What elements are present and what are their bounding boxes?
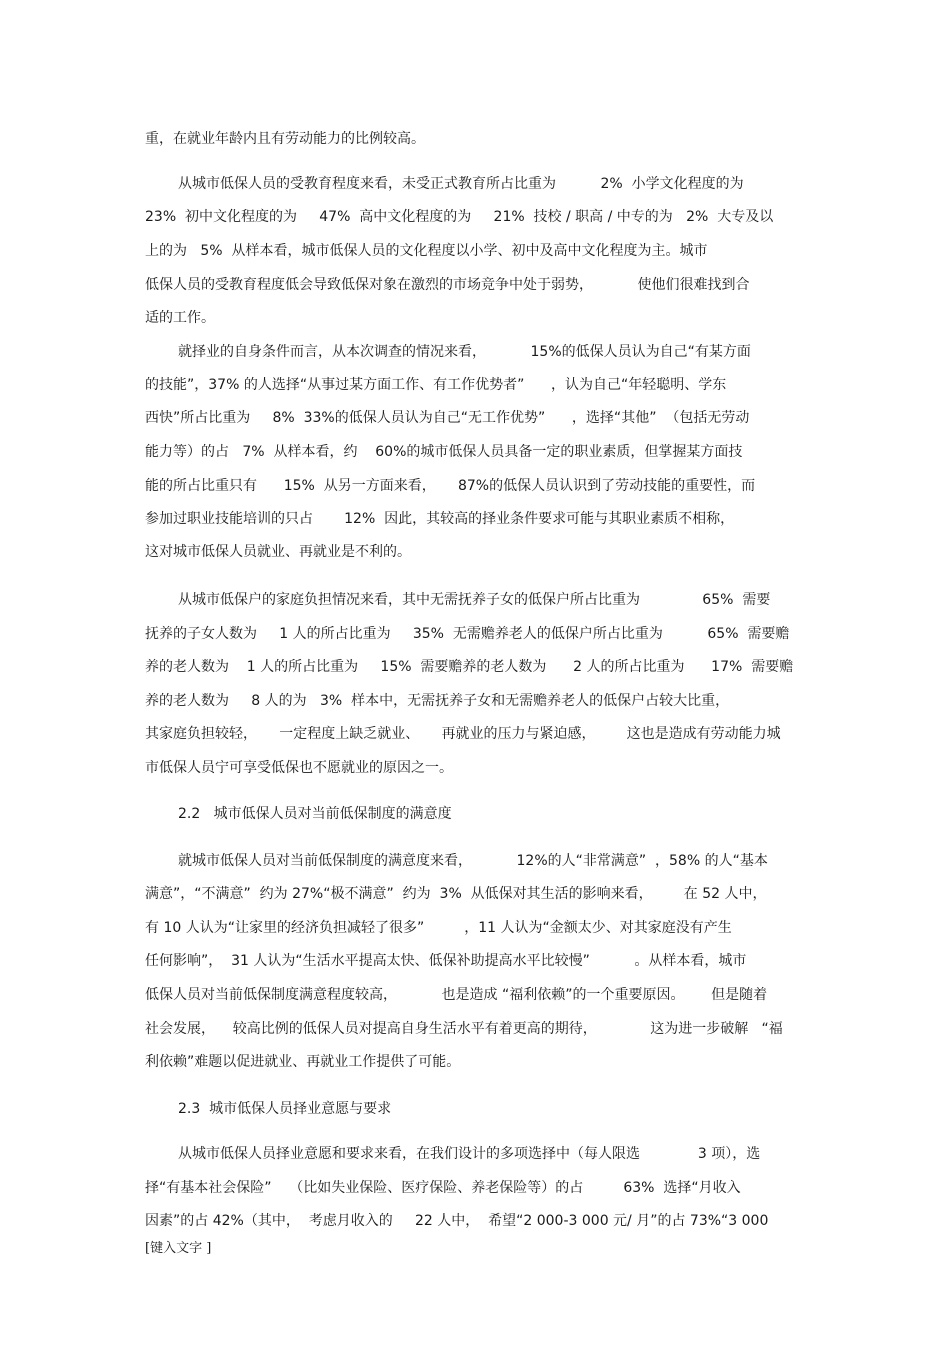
text-line: 从城市低保户的家庭负担情况来看，其中无需抚养子女的低保户所占比重为 65% 需要 [178, 592, 771, 608]
text-line: 其家庭负担较轻， 一定程度上缺乏就业、 再就业的压力与紧迫感， 这也是造成有劳动能力城 [145, 726, 781, 742]
text-line: 任何影响”， 31 人认为“生活水平提高太快、低保补助提高水平比较慢” 。从样本看，城市 [145, 953, 747, 969]
section-heading: 2.2 城市低保人员对当前低保制度的满意度 [178, 806, 452, 822]
text-line: 西快”所占比重为 8% 33%的低保人员认为自己“无工作优势” ，选择“其他” （包括无劳动 [145, 410, 750, 426]
text-line: 能的所占比重只有 15% 从另一方面来看， 87%的低保人员认识到了劳动技能的重要性，而 [145, 478, 756, 494]
text-line: 就城市低保人员对当前低保制度的满意度来看， 12%的人“非常满意” ，58% 的人“基本 [178, 853, 768, 869]
text-line: 从城市低保人员择业意愿和要求来看，在我们设计的多项选择中（每人限选 3 项），选 [178, 1146, 761, 1162]
text-line: 就择业的自身条件而言，从本次调查的情况来看， 15%的低保人员认为自己“有某方面 [178, 344, 751, 360]
text-line: 养的老人数为 1 人的所占比重为 15% 需要赡养的老人数为 2 人的所占比重为 17% 需要赡 [145, 659, 794, 675]
text-line: 社会发展， 较高比例的低保人员对提高自身生活水平有着更高的期待， 这为进一步破解 “福 [145, 1021, 783, 1037]
text-line: 能力等）的占 7% 从样本看，约 60%的城市低保人员具备一定的职业素质，但掌握某方面技 [145, 444, 743, 460]
text-line: 适的工作。 [145, 310, 215, 326]
text-line: 有 10 人认为“让家里的经济负担减轻了很多” ，11 人认为“金额太少、对其家庭没有产生 [145, 920, 732, 936]
text-line: 重，在就业年龄内且有劳动能力的比例较高。 [145, 131, 425, 147]
text-line: 上的为 5% 从样本看，城市低保人员的文化程度以小学、初中及高中文化程度为主。城市 [145, 243, 708, 259]
text-line: 养的老人数为 8 人的为 3% 样本中，无需抚养子女和无需赡养老人的低保户占较大比重， [145, 693, 730, 709]
text-line: 抚养的子女人数为 1 人的所占比重为 35% 无需赡养老人的低保户所占比重为 65% 需要赡 [145, 626, 790, 642]
text-line: 市低保人员宁可享受低保也不愿就业的原因之一。 [145, 760, 453, 776]
text-line: 择“有基本社会保险” （比如失业保险、医疗保险、养老保险等）的占 63% 选择“月收入 [145, 1180, 741, 1196]
text-line: 利依赖”难题以促进就业、再就业工作提供了可能。 [145, 1054, 461, 1070]
text-line: 从城市低保人员的受教育程度来看，未受正式教育所占比重为 2% 小学文化程度的为 [178, 176, 744, 192]
footer-placeholder: [键入文字 ] [145, 1241, 212, 1256]
text-line: 因素”的占 42%（其中， 考虑月收入的 22 人中， 希望“2 000-3 000 元/ 月”的占 73%“3 000 [145, 1213, 769, 1229]
text-line: 这对城市低保人员就业、再就业是不利的。 [145, 544, 411, 560]
text-line: 参加过职业技能培训的只占 12% 因此，其较高的择业条件要求可能与其职业素质不相称， [145, 511, 735, 527]
text-line: 的技能”，37% 的人选择“从事过某方面工作、有工作优势者” ，认为自己“年轻聪明、学东 [145, 377, 727, 393]
text-line: 低保人员的受教育程度低会导致低保对象在激烈的市场竞争中处于弱势， 使他们很难找到合 [145, 277, 750, 293]
section-heading: 2.3 城市低保人员择业意愿与要求 [178, 1101, 392, 1117]
text-line: 23% 初中文化程度的为 47% 高中文化程度的为 21% 技校 / 职高 / 中专的为 2% 大专及以 [145, 209, 774, 225]
text-line: 满意”，“不满意” 约为 27%“极不满意” 约为 3% 从低保对其生活的影响来看， 在 52 人中， [145, 886, 767, 902]
text-line: 低保人员对当前低保制度满意程度较高， 也是造成 “福利依赖”的一个重要原因。 但是随着 [145, 987, 768, 1003]
